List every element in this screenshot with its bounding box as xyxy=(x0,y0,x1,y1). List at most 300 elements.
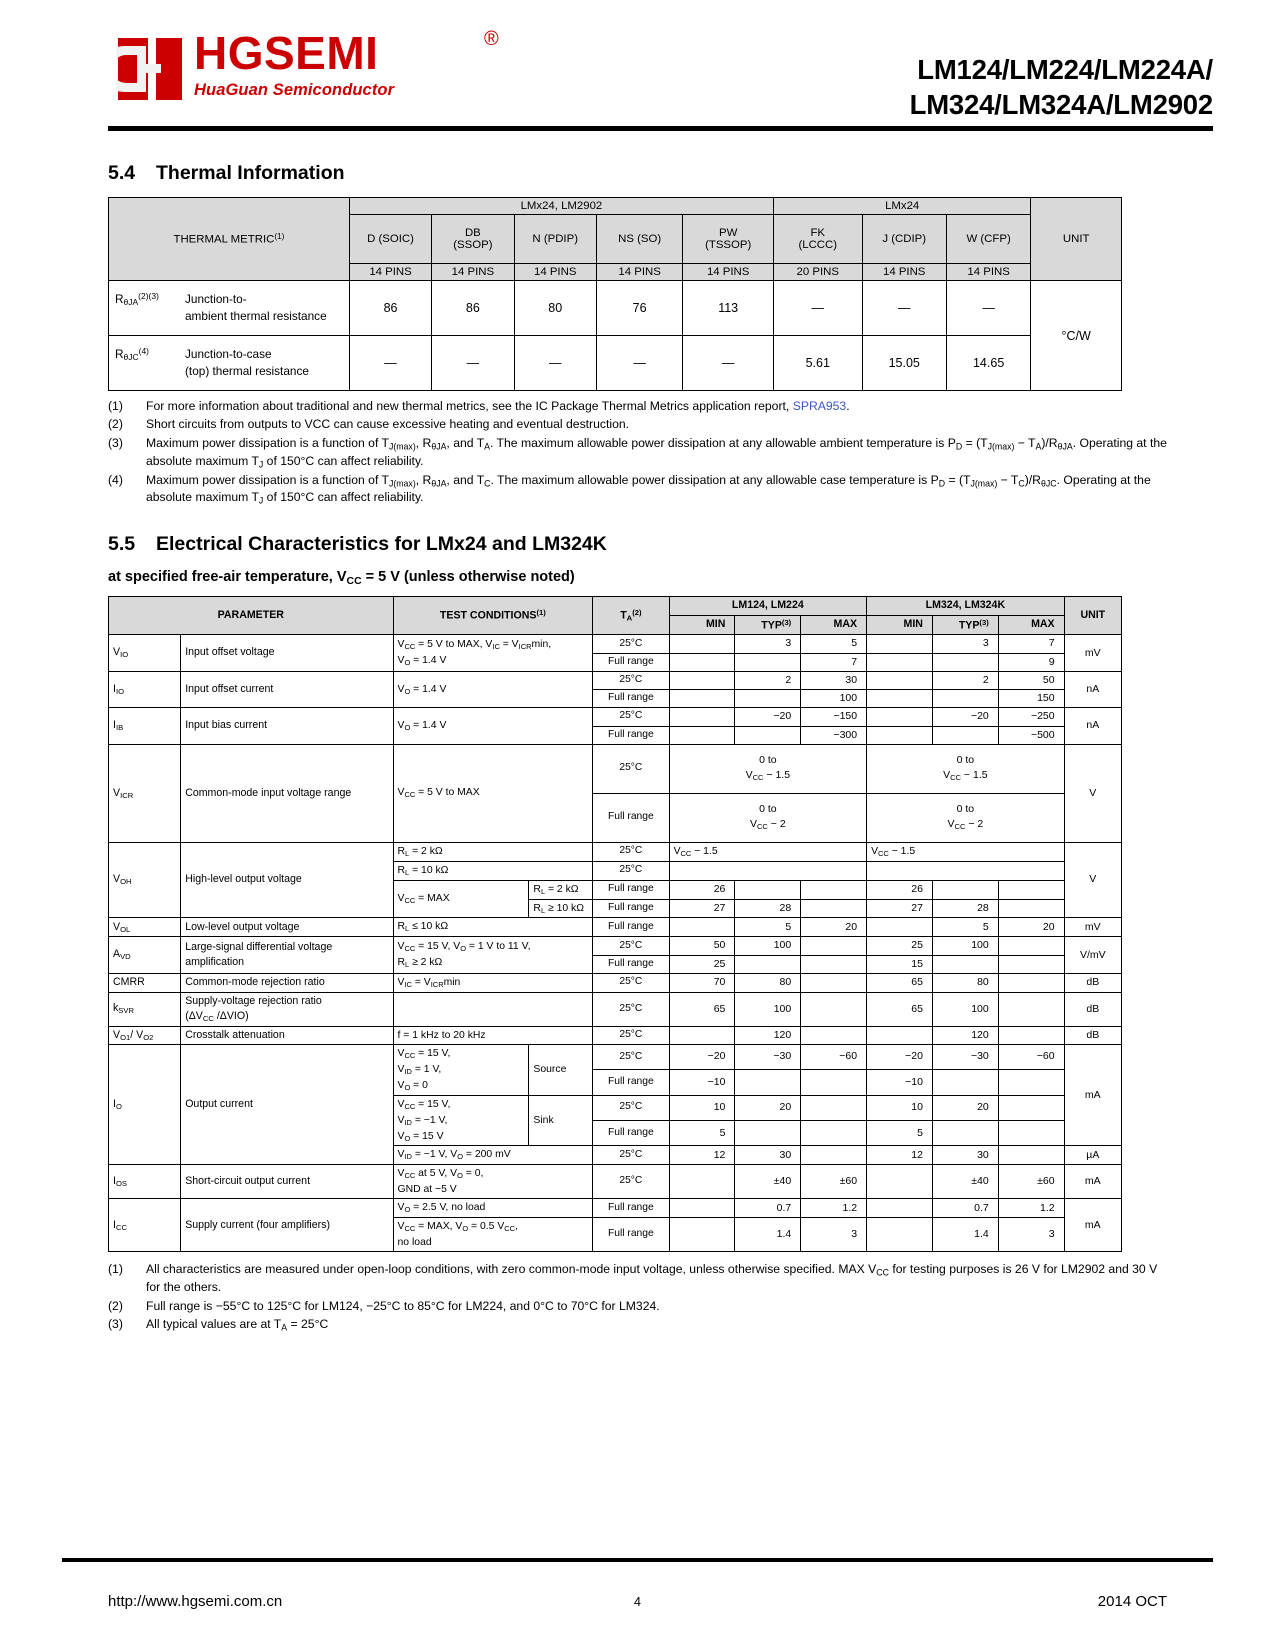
ec-temperature: Full range xyxy=(593,880,669,899)
thermal-value: — xyxy=(773,281,862,336)
ec-value: 15 xyxy=(867,955,933,973)
ec-test-condition: $V_{CC} = 15$ V, $V_{ID} = 1$ V, $V_O = 0$ xyxy=(393,1044,529,1095)
ec-value xyxy=(801,1095,867,1120)
ec-test-condition: $V_{IC} = V_{ICR}\min$ xyxy=(393,973,593,992)
ec-value: 50 xyxy=(669,937,735,955)
ec-value: 1.2 xyxy=(801,1199,867,1218)
ec-value: −500 xyxy=(998,726,1064,744)
ec-temperature: 25°C xyxy=(593,744,669,793)
ec-value: 120 xyxy=(735,1026,801,1044)
part-number-title xyxy=(910,22,1213,122)
ec-value: −30 xyxy=(735,1044,801,1069)
ec-value: 10 xyxy=(669,1095,735,1120)
ec-value: 100 xyxy=(735,937,801,955)
thermal-pins-header: 20 PINS xyxy=(773,264,862,281)
ec-value xyxy=(801,973,867,992)
ec-value xyxy=(735,653,801,671)
ec-value: 20 xyxy=(735,1095,801,1120)
ec-value xyxy=(998,955,1064,973)
ec-temperature: 25°C xyxy=(593,1026,669,1044)
ec-temperature: 25°C xyxy=(593,671,669,689)
ec-test-condition-sub: Source xyxy=(529,1044,593,1095)
ec-temperature: 25°C xyxy=(593,842,669,861)
ec-test-condition: $R_L = 10$ kΩ xyxy=(393,861,593,880)
ec-value xyxy=(867,1218,933,1252)
ec-parameter-name: Crosstalk attenuation xyxy=(181,1026,393,1044)
ec-value: 28 xyxy=(735,899,801,918)
ec-temperature: Full range xyxy=(593,918,669,937)
page-footer xyxy=(108,1593,1167,1610)
ec-value xyxy=(867,690,933,708)
ec-value xyxy=(801,1146,867,1165)
ec-value xyxy=(998,1070,1064,1095)
ec-temperature: 25°C xyxy=(593,937,669,955)
table-row xyxy=(109,1199,1122,1218)
ec-test-condition: $R_L = 2$ kΩ xyxy=(393,842,593,861)
ec-parameter-name: Low-level output voltage xyxy=(181,918,393,937)
ec-unit: dB xyxy=(1064,992,1121,1026)
footnote xyxy=(108,435,1167,471)
ec-value: 28 xyxy=(932,899,998,918)
footnote xyxy=(108,472,1167,508)
thermal-symbol: $R_{\theta JA}^{(2)(3)}$ xyxy=(115,290,159,308)
ec-test-condition: $V_O = 2.5$ V, no load xyxy=(393,1199,593,1218)
ec-value xyxy=(998,1095,1064,1120)
ec-test-condition-sub: Sink xyxy=(529,1095,593,1146)
ec-value: 50 xyxy=(998,671,1064,689)
ec-test-condition: $V_{CC} = 5$ V to MAX, $V_{IC} = V_{ICR}\min$, $V_O = 1.4$ V xyxy=(393,635,593,671)
ec-symbol: $V_{OH}$ xyxy=(109,842,181,918)
footnote-number: (3) xyxy=(108,435,123,450)
footnote-number: (3) xyxy=(108,1316,123,1331)
thermal-value: 76 xyxy=(596,281,682,336)
ec-parameter-name: Supply current (four amplifiers) xyxy=(181,1199,393,1252)
ec-parameter-name: Input offset voltage xyxy=(181,635,393,671)
ec-value xyxy=(801,937,867,955)
ec-value: −250 xyxy=(998,708,1064,726)
ec-temperature: Full range xyxy=(593,726,669,744)
ec-value xyxy=(669,1218,735,1252)
ec-value: 80 xyxy=(932,973,998,992)
ec-value: −10 xyxy=(669,1070,735,1095)
ec-unit: nA xyxy=(1064,708,1121,744)
ec-value xyxy=(932,955,998,973)
ec-value xyxy=(998,1121,1064,1146)
thermal-value: 86 xyxy=(349,281,431,336)
ec-value: 0.7 xyxy=(735,1199,801,1218)
ec-value: 5 xyxy=(801,635,867,653)
ec-value: 0.7 xyxy=(932,1199,998,1218)
ec-value: ±60 xyxy=(801,1165,867,1199)
ec-value: 20 xyxy=(998,918,1064,937)
thermal-group-header: LMx24, LM2902 xyxy=(349,198,773,215)
footnote-number: (2) xyxy=(108,417,123,432)
table-row xyxy=(109,973,1122,992)
ec-value xyxy=(669,861,867,880)
ec-symbol: $V_{O1}/$ $V_{O2}$ xyxy=(109,1026,181,1044)
ec-test-condition: $V_{CC}$ = MAX, $V_O = 0.5$ $V_{CC}$, no load xyxy=(393,1218,593,1252)
ec-value: 30 xyxy=(735,1146,801,1165)
ec-value xyxy=(867,726,933,744)
ec-value xyxy=(801,992,867,1026)
thermal-package-header: PW (TSSOP) xyxy=(683,215,774,264)
application-report-link[interactable]: SPRA953 xyxy=(792,399,847,413)
ec-value xyxy=(669,708,735,726)
footnote xyxy=(108,398,1167,415)
ec-value: 1.2 xyxy=(998,1199,1064,1218)
ec-value: 10 xyxy=(867,1095,933,1120)
ec-typ-header: TYP$^{(3)}$ xyxy=(735,615,801,635)
ec-ta-header: $T_A^{(2)}$ xyxy=(593,597,669,635)
ec-group1-header: LM124, LM224 xyxy=(669,597,867,615)
thermal-value: — xyxy=(432,336,514,391)
ec-test-condition: $V_O = 1.4$ V xyxy=(393,708,593,744)
ec-value: ±60 xyxy=(998,1165,1064,1199)
ec-value: 30 xyxy=(801,671,867,689)
ec-value: 12 xyxy=(669,1146,735,1165)
table-row xyxy=(109,842,1122,861)
ec-value: 9 xyxy=(998,653,1064,671)
section-5-5-number: 5.5 xyxy=(108,533,136,556)
ec-min-header: MIN xyxy=(867,615,933,635)
ec-symbol: $I_O$ xyxy=(109,1044,181,1165)
ec-temperature: 25°C xyxy=(593,635,669,653)
ec-value: −20 xyxy=(669,1044,735,1069)
ec-value: −150 xyxy=(801,708,867,726)
thermal-pins-header: 14 PINS xyxy=(862,264,946,281)
ec-value xyxy=(801,899,867,918)
ec-value xyxy=(801,1070,867,1095)
table-row xyxy=(109,937,1122,955)
footnote-text: Full range is −55°C to 125°C for LM124, −25°C to 85°C for LM224, and 0°C to 70°C for LM324. xyxy=(146,1298,660,1313)
footer-website-link[interactable]: http://www.hgsemi.com.cn xyxy=(108,1593,283,1610)
ec-value xyxy=(669,690,735,708)
ec-temperature: Full range xyxy=(593,690,669,708)
ec-value xyxy=(735,1070,801,1095)
ec-value: 80 xyxy=(735,973,801,992)
table-row xyxy=(109,635,1122,653)
thermal-value: 113 xyxy=(683,281,774,336)
logo-subtitle: HuaGuan Semiconductor xyxy=(194,81,395,99)
ec-symbol: $V_{OL}$ xyxy=(109,918,181,937)
thermal-value: 86 xyxy=(432,281,514,336)
ec-max-header: MAX xyxy=(801,615,867,635)
ec-value: 0 to $V_{CC} - 2$ xyxy=(867,793,1065,842)
ec-value xyxy=(669,1199,735,1218)
ec-test-condition: $V_{CC} = 15$ V, $V_{ID} = -1$ V, $V_O = 15$ V xyxy=(393,1095,529,1146)
ec-value: 30 xyxy=(932,1146,998,1165)
ec-value: 100 xyxy=(801,690,867,708)
ec-parameter-name: Input bias current xyxy=(181,708,393,744)
thermal-value: 5.61 xyxy=(773,336,862,391)
footnote xyxy=(108,1316,1167,1334)
ec-value xyxy=(867,1026,933,1044)
ec-value: 5 xyxy=(735,918,801,937)
ec-parameter-name: Large-signal differential voltage amplification xyxy=(181,937,393,973)
ec-value: 0 to $V_{CC} - 1.5$ xyxy=(669,744,867,793)
ec-unit: nA xyxy=(1064,671,1121,707)
thermal-value: — xyxy=(946,281,1030,336)
ec-test-condition-sub: $R_L \ge 10$ kΩ xyxy=(529,899,593,918)
ec-parameter-name: Common-mode rejection ratio xyxy=(181,973,393,992)
table-row xyxy=(109,918,1122,937)
ec-unit: dB xyxy=(1064,1026,1121,1044)
ec-symbol: $I_{CC}$ xyxy=(109,1199,181,1252)
section-5-5-title: Electrical Characteristics for LMx24 and LM324K xyxy=(156,533,607,556)
ec-unit: µA xyxy=(1064,1146,1121,1165)
ec-value: 3 xyxy=(998,1218,1064,1252)
ec-value: 0 to $V_{CC} - 1.5$ xyxy=(867,744,1065,793)
ec-value xyxy=(669,635,735,653)
ec-value xyxy=(669,726,735,744)
ec-temperature: Full range xyxy=(593,1121,669,1146)
table-row xyxy=(109,336,1122,391)
thermal-symbol: $R_{\theta JC}^{(4)}$ xyxy=(115,345,149,363)
ec-value: 100 xyxy=(735,992,801,1026)
ec-value: 65 xyxy=(867,973,933,992)
ec-value: 120 xyxy=(932,1026,998,1044)
ec-value xyxy=(867,671,933,689)
footer-date: 2014 OCT xyxy=(1097,1593,1167,1610)
ec-unit: V xyxy=(1064,744,1121,842)
ec-temperature: Full range xyxy=(593,899,669,918)
ec-temperature: Full range xyxy=(593,1199,669,1218)
ec-temperature: 25°C xyxy=(593,992,669,1026)
thermal-value: — xyxy=(862,281,946,336)
table-row xyxy=(109,992,1122,1026)
ec-value xyxy=(998,992,1064,1026)
ec-value: 2 xyxy=(932,671,998,689)
ec-parameter-name: Common-mode input voltage range xyxy=(181,744,393,842)
ec-temperature: 25°C xyxy=(593,1165,669,1199)
hgsemi-logo-icon xyxy=(116,36,186,102)
ec-value xyxy=(867,861,1065,880)
table-row xyxy=(109,281,1122,336)
footnote-text: Maximum power dissipation is a function of $T_{J(max)}$, $R_{\theta JA}$, and $T_A$. The maximum allowable power dissipation at any allowable ambient temperature is $P_D = (T_{J(max)} - T_A)/R_{\theta JA}$. Operating at the absolute maximum $T_J$ of 150°C can affect reliability. xyxy=(146,435,1167,470)
ec-min-header: MIN xyxy=(669,615,735,635)
electrical-characteristics-table xyxy=(108,596,1122,1252)
header-divider xyxy=(108,126,1213,131)
ec-unit: mV xyxy=(1064,918,1121,937)
title-line-1: LM124/LM224/LM224A/ xyxy=(917,54,1213,85)
ec-temperature: 25°C xyxy=(593,973,669,992)
ec-value xyxy=(867,635,933,653)
thermal-description: Junction-to- ambient thermal resistance xyxy=(185,291,327,323)
ec-value: −10 xyxy=(867,1070,933,1095)
ec-parameter-name: Supply-voltage rejection ratio ($\Delta V_{CC}$ /ΔVIO) xyxy=(181,992,393,1026)
thermal-package-header: FK (LCCC) xyxy=(773,215,862,264)
footnote-text: For more information about traditional and new thermal metrics, see the IC Package Thermal Metrics application report, SPRA953. xyxy=(146,399,850,413)
ec-value: ±40 xyxy=(735,1165,801,1199)
ec-value: $V_{CC} - 1.5$ xyxy=(867,842,1065,861)
ec-unit: dB xyxy=(1064,973,1121,992)
ec-parameter-name: High-level output voltage xyxy=(181,842,393,918)
ec-value: 27 xyxy=(867,899,933,918)
ec-test-condition: $V_{CC} = 15$ V, $V_O = 1$ V to 11 V, $R_L \ge 2$ kΩ xyxy=(393,937,593,973)
ec-value xyxy=(867,1199,933,1218)
ec-value: 26 xyxy=(669,880,735,899)
ec-value xyxy=(998,899,1064,918)
ec-temperature: 25°C xyxy=(593,1095,669,1120)
ec-value xyxy=(801,1026,867,1044)
thermal-pins-header: 14 PINS xyxy=(596,264,682,281)
ec-value: 7 xyxy=(801,653,867,671)
ec-value: 150 xyxy=(998,690,1064,708)
ec-symbol: $V_{IO}$ xyxy=(109,635,181,671)
ec-typ-header: TYP$^{(3)}$ xyxy=(932,615,998,635)
ec-parameter-name: Input offset current xyxy=(181,671,393,707)
ec-symbol: $I_{IB}$ xyxy=(109,708,181,744)
table-row xyxy=(109,744,1122,793)
thermal-package-header: NS (SO) xyxy=(596,215,682,264)
ec-value: 0 to $V_{CC} - 2$ xyxy=(669,793,867,842)
ec-test-condition: $V_{CC} = 5$ V to MAX xyxy=(393,744,593,842)
ec-value xyxy=(998,1146,1064,1165)
ec-value: −300 xyxy=(801,726,867,744)
ec-value: $V_{CC} - 1.5$ xyxy=(669,842,867,861)
registered-trademark-icon: ® xyxy=(484,28,499,50)
footnote-number: (2) xyxy=(108,1298,123,1313)
ec-temperature: 25°C xyxy=(593,861,669,880)
ec-value xyxy=(998,1026,1064,1044)
section-5-4-title: Thermal Information xyxy=(156,162,345,184)
thermal-pins-header: 14 PINS xyxy=(432,264,514,281)
ec-value: 1.4 xyxy=(932,1218,998,1252)
ec-value: 3 xyxy=(801,1218,867,1252)
ec-value: 20 xyxy=(801,918,867,937)
title-line-2: LM324/LM324A/LM2902 xyxy=(909,89,1213,121)
ec-temperature: 25°C xyxy=(593,1044,669,1069)
ec-temperature: Full range xyxy=(593,1070,669,1095)
ec-test-condition: $R_L \le 10$ kΩ xyxy=(393,918,593,937)
ec-value: 5 xyxy=(867,1121,933,1146)
ec-max-header: MAX xyxy=(998,615,1064,635)
ec-value: 7 xyxy=(998,635,1064,653)
ec-value xyxy=(669,1165,735,1199)
ec-symbol: $A_{VD}$ xyxy=(109,937,181,973)
ec-value xyxy=(669,653,735,671)
thermal-value: — xyxy=(349,336,431,391)
ec-unit-header: UNIT xyxy=(1064,597,1121,635)
ec-value xyxy=(998,973,1064,992)
table-row xyxy=(109,708,1122,726)
ec-value: 5 xyxy=(932,918,998,937)
ec-parameter-header: PARAMETER xyxy=(109,597,394,635)
company-logo xyxy=(108,22,528,114)
thermal-package-header: DB (SSOP) xyxy=(432,215,514,264)
ec-value: 3 xyxy=(932,635,998,653)
section-5-4-number: 5.4 xyxy=(108,162,136,184)
ec-value: 20 xyxy=(932,1095,998,1120)
thermal-pins-header: 14 PINS xyxy=(349,264,431,281)
ec-value: 100 xyxy=(932,937,998,955)
ec-symbol: $I_{OS}$ xyxy=(109,1165,181,1199)
ec-value xyxy=(669,1026,735,1044)
ec-value xyxy=(998,880,1064,899)
footnote xyxy=(108,1261,1167,1296)
table-row xyxy=(109,1044,1122,1069)
ec-value: 2 xyxy=(735,671,801,689)
ec-value xyxy=(801,1121,867,1146)
ec-temperature: Full range xyxy=(593,793,669,842)
ec-unit: mV xyxy=(1064,635,1121,671)
thermal-notes xyxy=(108,398,1167,507)
ec-value xyxy=(867,653,933,671)
ec-value: 27 xyxy=(669,899,735,918)
ec-test-condition: $V_{CC}$ = MAX xyxy=(393,880,529,918)
ec-value xyxy=(735,690,801,708)
thermal-value: — xyxy=(596,336,682,391)
footnote-number: (1) xyxy=(108,1262,123,1277)
ec-value xyxy=(998,937,1064,955)
thermal-group-header: LMx24 xyxy=(773,198,1030,215)
ec-temperature: Full range xyxy=(593,1218,669,1252)
ec-value: 25 xyxy=(669,955,735,973)
footer-page-number: 4 xyxy=(634,1594,641,1609)
ec-value xyxy=(735,880,801,899)
thermal-metric-header: THERMAL METRIC$^{(1)}$ xyxy=(109,198,350,281)
ec-test-condition xyxy=(393,992,593,1026)
thermal-pins-header: 14 PINS xyxy=(946,264,1030,281)
thermal-unit-header: UNIT xyxy=(1031,198,1122,281)
ec-value: −20 xyxy=(735,708,801,726)
ec-value xyxy=(932,726,998,744)
footnote-text: Maximum power dissipation is a function of $T_{J(max)}$, $R_{\theta JA}$, and $T_C$. The maximum allowable power dissipation at any allowable case temperature is $P_D = (T_{J(max)} - T_C)/R_{\theta JC}$. Operating at the absolute maximum $T_J$ of 150°C can affect reliability. xyxy=(146,472,1151,506)
thermal-pins-header: 14 PINS xyxy=(514,264,596,281)
thermal-metric-cell xyxy=(109,281,350,336)
footnote-number: (1) xyxy=(108,399,123,413)
footnote-text: All characteristics are measured under open-loop conditions, with zero common-mode input voltage, unless otherwise specified. MAX $V_{CC}$ for testing purposes is 26 V for LM2902 and 30 V for the others. xyxy=(146,1262,1158,1295)
thermal-value: — xyxy=(683,336,774,391)
ec-value xyxy=(932,690,998,708)
ec-unit: V/mV xyxy=(1064,937,1121,973)
logo-wordmark: HGSEMI xyxy=(194,27,379,79)
electrical-notes xyxy=(108,1261,1167,1334)
ec-parameter-name: Short-circuit output current xyxy=(181,1165,393,1199)
ec-value xyxy=(801,955,867,973)
ec-temperature: Full range xyxy=(593,653,669,671)
table-row xyxy=(109,1165,1122,1199)
ec-value xyxy=(932,1121,998,1146)
ec-value: 1.4 xyxy=(735,1218,801,1252)
thermal-package-header: D (SOIC) xyxy=(349,215,431,264)
ec-group2-header: LM324, LM324K xyxy=(867,597,1065,615)
thermal-value: 14.65 xyxy=(946,336,1030,391)
footer-divider xyxy=(62,1558,1213,1562)
ec-test-condition: f = 1 kHz to 20 kHz xyxy=(393,1026,593,1044)
footnote xyxy=(108,1298,1167,1315)
ec-value: 65 xyxy=(867,992,933,1026)
table-row xyxy=(109,1026,1122,1044)
ec-value: 25 xyxy=(867,937,933,955)
ec-value: −60 xyxy=(998,1044,1064,1069)
page-header xyxy=(0,0,1275,134)
ec-value xyxy=(932,1070,998,1095)
ec-symbol: CMRR xyxy=(109,973,181,992)
ec-temperature: 25°C xyxy=(593,1146,669,1165)
ec-test-condition: $V_{CC}$ at 5 V, $V_O = 0$, GND at −5 V xyxy=(393,1165,593,1199)
ec-unit: mA xyxy=(1064,1199,1121,1252)
ec-value xyxy=(801,880,867,899)
thermal-value: 15.05 xyxy=(862,336,946,391)
ec-unit: V xyxy=(1064,842,1121,918)
thermal-information-table xyxy=(108,197,1122,391)
ec-test-condition-sub: $R_L = 2$ kΩ xyxy=(529,880,593,899)
thermal-description: Junction-to-case (top) thermal resistance xyxy=(185,346,309,378)
ec-value xyxy=(669,671,735,689)
thermal-package-header: W (CFP) xyxy=(946,215,1030,264)
ec-value xyxy=(735,726,801,744)
